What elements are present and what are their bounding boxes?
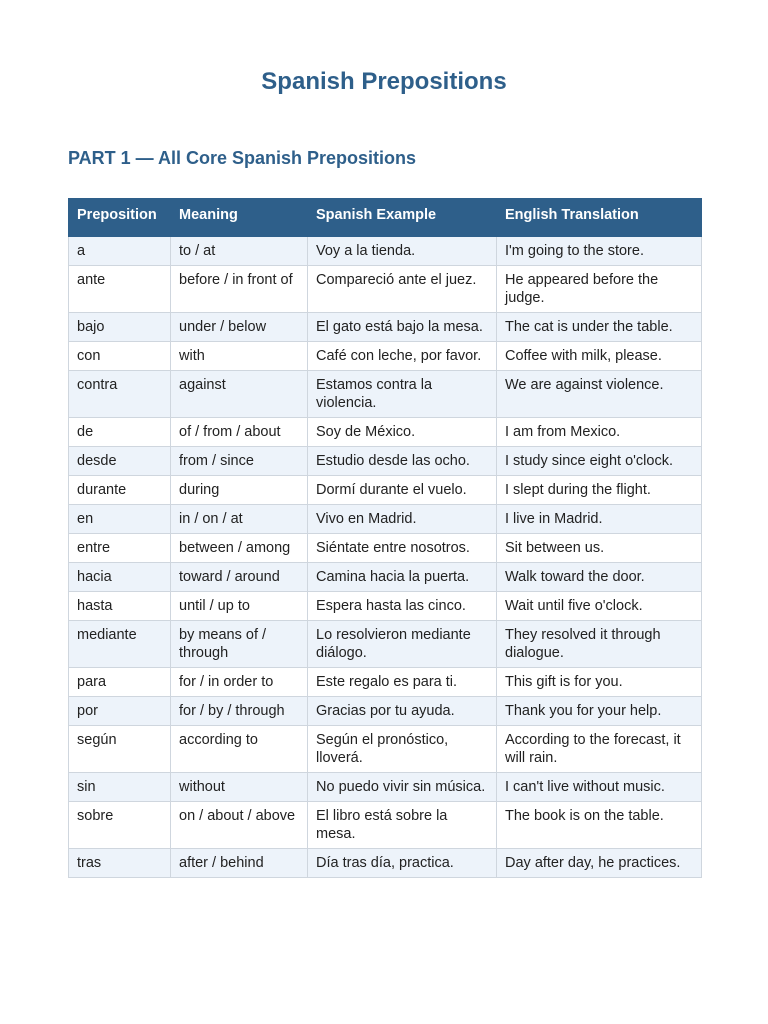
cell-meaning: by means of / through	[171, 621, 308, 668]
cell-spanish-example: El libro está sobre la mesa.	[308, 802, 497, 849]
table-row	[69, 534, 702, 563]
cell-meaning: after / behind	[171, 849, 308, 878]
cell-english-translation: I can't live without music.	[497, 773, 702, 802]
cell-preposition: ante	[69, 266, 171, 313]
cell-preposition: bajo	[69, 313, 171, 342]
cell-meaning: according to	[171, 726, 308, 773]
cell-spanish-example: Voy a la tienda.	[308, 237, 497, 266]
cell-preposition: tras	[69, 849, 171, 878]
cell-english-translation: Coffee with milk, please.	[497, 342, 702, 371]
document-title: Spanish Prepositions	[261, 68, 507, 95]
cell-preposition: de	[69, 418, 171, 447]
cell-english-translation: Day after day, he practices.	[497, 849, 702, 878]
cell-english-translation: Sit between us.	[497, 534, 702, 563]
cell-english-translation: The cat is under the table.	[497, 313, 702, 342]
cell-preposition: según	[69, 726, 171, 773]
cell-spanish-example: Día tras día, practica.	[308, 849, 497, 878]
table-row	[69, 418, 702, 447]
cell-spanish-example: Este regalo es para ti.	[308, 668, 497, 697]
cell-spanish-example: Gracias por tu ayuda.	[308, 697, 497, 726]
cell-meaning: with	[171, 342, 308, 371]
table-row	[69, 476, 702, 505]
table-row	[69, 697, 702, 726]
cell-meaning: before / in front of	[171, 266, 308, 313]
cell-spanish-example: Lo resolvieron mediante diálogo.	[308, 621, 497, 668]
table-row	[69, 668, 702, 697]
cell-spanish-example: Estudio desde las ocho.	[308, 447, 497, 476]
cell-preposition: hasta	[69, 592, 171, 621]
cell-meaning: during	[171, 476, 308, 505]
cell-preposition: a	[69, 237, 171, 266]
cell-preposition: sobre	[69, 802, 171, 849]
cell-spanish-example: Estamos contra la violencia.	[308, 371, 497, 418]
cell-spanish-example: Compareció ante el juez.	[308, 266, 497, 313]
cell-meaning: against	[171, 371, 308, 418]
cell-meaning: from / since	[171, 447, 308, 476]
table-row	[69, 371, 702, 418]
table-row	[69, 505, 702, 534]
cell-english-translation: This gift is for you.	[497, 668, 702, 697]
cell-meaning: under / below	[171, 313, 308, 342]
cell-english-translation: I live in Madrid.	[497, 505, 702, 534]
cell-meaning: of / from / about	[171, 418, 308, 447]
cell-meaning: to / at	[171, 237, 308, 266]
cell-english-translation: The book is on the table.	[497, 802, 702, 849]
table-row	[69, 342, 702, 371]
cell-preposition: para	[69, 668, 171, 697]
table-row	[69, 849, 702, 878]
cell-preposition: en	[69, 505, 171, 534]
table-row	[69, 726, 702, 773]
header-preposition: Preposition	[69, 199, 171, 237]
cell-spanish-example: Soy de México.	[308, 418, 497, 447]
header-spanish-example: Spanish Example	[308, 199, 497, 237]
cell-meaning: on / about / above	[171, 802, 308, 849]
header-english-translation: English Translation	[497, 199, 702, 237]
cell-preposition: entre	[69, 534, 171, 563]
table-row	[69, 563, 702, 592]
cell-spanish-example: Siéntate entre nosotros.	[308, 534, 497, 563]
table-row	[69, 447, 702, 476]
prepositions-table	[68, 198, 702, 878]
table-row	[69, 802, 702, 849]
cell-spanish-example: Vivo en Madrid.	[308, 505, 497, 534]
cell-spanish-example: Dormí durante el vuelo.	[308, 476, 497, 505]
cell-meaning: without	[171, 773, 308, 802]
cell-english-translation: They resolved it through dialogue.	[497, 621, 702, 668]
cell-meaning: toward / around	[171, 563, 308, 592]
cell-meaning: between / among	[171, 534, 308, 563]
cell-english-translation: He appeared before the judge.	[497, 266, 702, 313]
cell-spanish-example: No puedo vivir sin música.	[308, 773, 497, 802]
cell-preposition: hacia	[69, 563, 171, 592]
table-header-row	[69, 199, 702, 237]
header-meaning: Meaning	[171, 199, 308, 237]
cell-preposition: desde	[69, 447, 171, 476]
cell-english-translation: According to the forecast, it will rain.	[497, 726, 702, 773]
cell-meaning: until / up to	[171, 592, 308, 621]
cell-spanish-example: Según el pronóstico, lloverá.	[308, 726, 497, 773]
table-row	[69, 313, 702, 342]
table-row	[69, 237, 702, 266]
cell-meaning: in / on / at	[171, 505, 308, 534]
cell-english-translation: I study since eight o'clock.	[497, 447, 702, 476]
cell-meaning: for / by / through	[171, 697, 308, 726]
cell-english-translation: Thank you for your help.	[497, 697, 702, 726]
table-row	[69, 592, 702, 621]
cell-preposition: con	[69, 342, 171, 371]
cell-english-translation: Walk toward the door.	[497, 563, 702, 592]
cell-english-translation: We are against violence.	[497, 371, 702, 418]
cell-english-translation: Wait until five o'clock.	[497, 592, 702, 621]
cell-meaning: for / in order to	[171, 668, 308, 697]
cell-spanish-example: Espera hasta las cinco.	[308, 592, 497, 621]
table-row	[69, 266, 702, 313]
table-row	[69, 773, 702, 802]
cell-spanish-example: Café con leche, por favor.	[308, 342, 497, 371]
cell-english-translation: I slept during the flight.	[497, 476, 702, 505]
table-row	[69, 621, 702, 668]
cell-preposition: durante	[69, 476, 171, 505]
table-body	[69, 237, 702, 878]
cell-preposition: mediante	[69, 621, 171, 668]
cell-spanish-example: El gato está bajo la mesa.	[308, 313, 497, 342]
cell-english-translation: I'm going to the store.	[497, 237, 702, 266]
cell-spanish-example: Camina hacia la puerta.	[308, 563, 497, 592]
cell-preposition: contra	[69, 371, 171, 418]
section-heading: PART 1 — All Core Spanish Prepositions	[68, 148, 417, 168]
cell-preposition: sin	[69, 773, 171, 802]
cell-english-translation: I am from Mexico.	[497, 418, 702, 447]
cell-preposition: por	[69, 697, 171, 726]
